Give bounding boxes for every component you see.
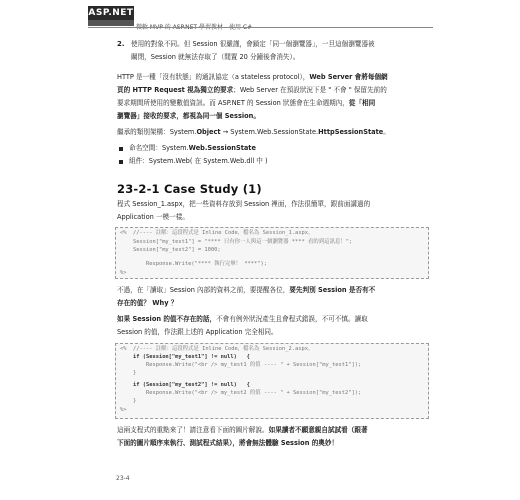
section-intro-line2: Application 一模一樣。 bbox=[117, 213, 189, 221]
closing-line2: 下面的圖片順序來執行、測試程式結果），將會無法體驗 Session 的奧妙！ bbox=[117, 439, 339, 447]
code-keyword-run: if (Session["my_test2"] != null) { bbox=[120, 382, 250, 388]
header-rule bbox=[88, 27, 433, 28]
bold-run: Object bbox=[196, 128, 221, 136]
inheritance-line bbox=[117, 127, 390, 138]
if-paragraph-line1 bbox=[117, 314, 368, 325]
assembly-item: 組件：System.Web( 在 System.Web.dll 中 ) bbox=[129, 157, 268, 165]
code-line: Session["my_test1"] = "**** 只有你一人與這一個瀏覽器 **** 看的到這訊息！"; bbox=[120, 238, 353, 245]
code-line: Response.Write("**** 執行完畢！ ****"); bbox=[120, 261, 268, 267]
http-paragraph-line3 bbox=[117, 98, 375, 109]
bullet-marker bbox=[119, 160, 123, 164]
code-line: Response.Write("<br /> my_test1 的值 ---- " + Session["my_test1"]); bbox=[120, 362, 362, 368]
code-line: Response.Write("<br /> my_test2 的值 ---- " + Session["my_test2"]); bbox=[120, 390, 362, 396]
text-run: 不會有例外狀況產生且會程式錯誤，不可不慎。讀取 bbox=[216, 315, 368, 323]
http-paragraph-line4: 瀏覽器」接收的要求，都視為同一個 Session。 bbox=[117, 112, 260, 120]
code-line: <% //---- 註解：這段程式是 Inline Code，檔名為 Session_1.aspx。 bbox=[120, 230, 314, 236]
bold-run: HttpSessionState bbox=[318, 128, 384, 136]
read-paragraph-line2: 存在的值？ Why ？ bbox=[117, 299, 178, 307]
text-run: ；Web Server 在預設狀況下是 " 不會 " 保留先前的 bbox=[233, 86, 387, 94]
item2-line1: 使用的對象不同。但 Session 很嚴謹，會鎖定「同一個瀏覽器」，一旦這個瀏覽器被 bbox=[131, 40, 375, 48]
bold-run: 頁的 HTTP Request 視為獨立的要求 bbox=[117, 86, 234, 94]
bold-run: Web.SessionState bbox=[188, 144, 256, 152]
bold-run: 要先判別 Session 是否有不 bbox=[289, 286, 376, 294]
read-paragraph-line1 bbox=[117, 285, 375, 296]
code-line: } bbox=[120, 398, 137, 404]
section-intro-line1: 程式 Session_1.aspx，把一些資料存放到 Session 裡面，作法很簡單，跟前面講過的 bbox=[117, 200, 371, 208]
book-logo: ASP.NET bbox=[88, 8, 134, 18]
namespace-item bbox=[129, 143, 256, 154]
code-line: %> bbox=[120, 269, 127, 276]
text-run: 要求期間所使用的變數值資訊。而 ASP.NET 的 Session 狀態會在生命週期內， bbox=[117, 99, 349, 107]
bullet-marker bbox=[119, 147, 123, 151]
text-run: 這兩支程式的重點來了！請注意看下面的圖片解說。 bbox=[117, 426, 269, 434]
item2-line2: 關閉，Session 就無法存取了（閒置 20 分鐘後會消失）。 bbox=[131, 53, 300, 61]
text-run: 。 bbox=[383, 128, 390, 136]
code-line: Session["my_test2"] = 1000; bbox=[120, 247, 221, 253]
section-heading: 23-2-1 Case Study (1) bbox=[117, 182, 262, 196]
code-block-2 bbox=[115, 343, 429, 419]
bold-run: 如果讀者不願意親自試試看（跟著 bbox=[268, 426, 368, 434]
code-block-1 bbox=[115, 227, 429, 279]
item-number: 2. bbox=[117, 40, 125, 48]
code-line: <% //---- 註解：這段程式是 Inline Code，檔名為 Session_2.aspx。 bbox=[120, 346, 314, 352]
text-run: 繼承的類別架構：System. bbox=[117, 128, 197, 136]
bold-run: 從「相同 bbox=[348, 99, 376, 107]
bold-run: 如果 Session 的值不存在的話， bbox=[117, 315, 217, 323]
text-run: → System.Web.SessionState. bbox=[220, 128, 319, 136]
if-paragraph-line2: Session 的值，作法跟上述的 Application 完全相同。 bbox=[117, 328, 278, 336]
bold-run: Web Server 會將每個網 bbox=[309, 73, 388, 81]
page-number: 23-4 bbox=[116, 475, 130, 482]
code-line: } bbox=[120, 370, 137, 376]
code-keyword-run: if (Session["my_test1"] != null) { bbox=[120, 354, 250, 360]
text-run: 不過，在「讀取」Session 內部的資料之前，要提醒各位， bbox=[117, 286, 290, 294]
closing-line1 bbox=[117, 425, 368, 436]
http-paragraph-line2 bbox=[117, 85, 387, 96]
http-paragraph-line1 bbox=[117, 72, 388, 83]
logo-tab bbox=[88, 20, 134, 26]
code-line: %> bbox=[120, 407, 127, 413]
text-run: HTTP 是一種「沒有狀態」的通訊協定（a stateless protocol）， bbox=[117, 73, 310, 81]
text-run: 命名空間：System. bbox=[129, 144, 189, 152]
